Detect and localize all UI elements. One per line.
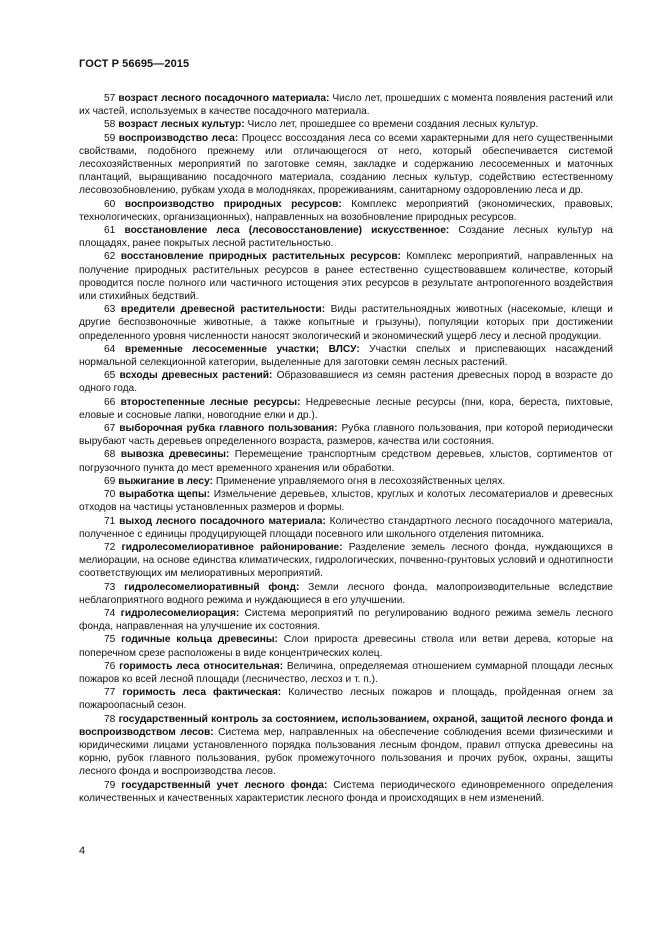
term-definition: Разделение земель лесного фонда, нуждающихся в мелиорации, на основе единства климатических, гидрологических, почвенно-грунтовых условий и однотипности соответствующих им мелиоративных мероприятий. bbox=[79, 541, 614, 580]
term-number: 68 bbox=[104, 449, 116, 461]
term-number: 76 bbox=[104, 660, 116, 672]
term-entry bbox=[79, 224, 613, 250]
term-number: 67 bbox=[104, 423, 116, 435]
term-number: 77 bbox=[104, 687, 116, 699]
term-definition: Система периодического единовременного определения количественных и качественных характеристик лесного фонда и происходящих в нем изменений. bbox=[79, 779, 613, 804]
term-entry bbox=[79, 250, 613, 303]
term-entry bbox=[79, 686, 613, 712]
term-title: выход лесного посадочного материала: bbox=[119, 515, 326, 527]
term-number: 75 bbox=[104, 634, 116, 646]
term-entry bbox=[79, 713, 613, 779]
term-number: 64 bbox=[104, 343, 116, 355]
term-definition: Число лет, прошедших с момента появления растений или их частей, используемых в качестве посадочного материала. bbox=[79, 93, 613, 118]
term-title: восстановление природных растительных ресурсов: bbox=[120, 251, 401, 263]
terms-list bbox=[79, 92, 613, 805]
term-entry bbox=[79, 633, 613, 659]
term-number: 79 bbox=[104, 779, 116, 791]
term-entry bbox=[79, 541, 613, 581]
term-number: 71 bbox=[104, 515, 116, 527]
term-definition: Комплекс мероприятий (экономических, правовых, технологических, организационных), направленных на возобновление природных ресурсов. bbox=[79, 198, 613, 223]
term-title: горимость леса фактическая: bbox=[122, 687, 282, 699]
term-entry bbox=[79, 198, 613, 224]
term-number: 65 bbox=[104, 370, 116, 382]
term-title: временные лесосеменные участки; ВЛСУ: bbox=[124, 343, 360, 355]
term-definition: Рубка главного пользования, при которой периодически вырубают часть деревьев определенного возраста, размеров, качества или состояния. bbox=[79, 423, 613, 448]
term-definition: Недревесные лесные ресурсы (пни, кора, береста, пихтовые, еловые и сосновые лапки, новогодние елки и др.). bbox=[79, 396, 613, 421]
term-entry bbox=[79, 422, 613, 448]
term-number: 72 bbox=[104, 541, 116, 553]
term-entry bbox=[79, 515, 613, 541]
term-title: вывозка древесины: bbox=[120, 449, 230, 461]
term-definition: Комплекс мероприятий, направленных на получение природных растительных ресурсов в ранее естественно существовавшем количестве, который проводится после полного или частичного истощения этих ресурсов в результате антропогенного воздействия или стихийных бедствий. bbox=[79, 251, 614, 303]
term-title: второстепенные лесные ресурсы: bbox=[120, 396, 301, 408]
term-title: воспроизводство природных ресурсов: bbox=[124, 198, 342, 210]
term-entry bbox=[79, 581, 613, 607]
term-entry bbox=[79, 779, 613, 805]
term-definition: Создание лесных культур на площадях, ранее покрытых лесной растительностью. bbox=[79, 225, 613, 250]
term-title: государственный учет лесного фонда: bbox=[121, 779, 328, 791]
document-header: ГОСТ Р 56695—2015 bbox=[79, 58, 190, 70]
term-title: возраст лесных культур: bbox=[118, 119, 245, 131]
term-entry bbox=[79, 303, 613, 343]
term-number: 60 bbox=[104, 198, 116, 210]
term-title: гидролесомелиоративный фонд: bbox=[124, 581, 300, 593]
term-title: государственный контроль за состоянием, использованием, охраной, защитой лесного фонда и воспроизводством лесов: bbox=[79, 713, 613, 738]
term-number: 78 bbox=[104, 713, 116, 725]
term-definition: Перемещение транспортным средством деревьев, хлыстов, сортиментов от погрузочного пункта до мест временного хранения или обработки. bbox=[79, 449, 613, 474]
term-title: выборочная рубка главного пользования: bbox=[119, 423, 338, 435]
term-definition: Система мероприятий по регулированию водного режима земель лесного фонда, направленная на улучшение их состояния. bbox=[79, 607, 613, 633]
term-definition: Виды растительноядных животных (насекомые, клещи и другие беспозвоночные животные, а также копытные и грызуны), популяции которых при достижении определенного уровня численности наносят экологический и экономический ущерб лесу и лесной продукции. bbox=[79, 304, 613, 342]
term-number: 58 bbox=[104, 119, 116, 131]
term-number: 70 bbox=[104, 489, 116, 501]
term-definition: Число лет, прошедшее со времени создания лесных культур. bbox=[247, 119, 539, 131]
term-title: гидролесомелиоративное районирование: bbox=[121, 541, 343, 553]
term-title: выработка щепы: bbox=[119, 489, 211, 501]
term-title: годичные кольца древесины: bbox=[121, 634, 278, 646]
term-definition: Количество лесных пожаров и площадь, пройденная огнем за пожароопасный сезон. bbox=[79, 687, 614, 712]
term-entry bbox=[79, 92, 613, 118]
term-title: вредители древесной растительности: bbox=[120, 304, 326, 316]
term-number: 61 bbox=[104, 225, 116, 237]
term-entry bbox=[79, 343, 613, 369]
term-title: воспроизводство леса: bbox=[118, 132, 239, 144]
term-entry bbox=[79, 488, 613, 514]
term-definition: Образовавшиеся из семян растения древесных пород в возрасте до одного года. bbox=[79, 370, 613, 395]
term-definition: Система мер, направленных на обеспечение соблюдения всеми физическими и юридическими лицами установленного порядка пользования лесным фондом, правил отпуска древесины на корню, рубок главного пользования, рубок промежуточного пользования и прочих рубок, охраны, защиты лесного фонда и воспроизводства лесов. bbox=[79, 726, 613, 778]
term-definition: Величина, определяемая отношением суммарной площади лесных пожаров ко всей лесной площади (лесничество, лесхоз и т. п.). bbox=[79, 660, 613, 685]
term-entry bbox=[79, 448, 613, 474]
term-number: 63 bbox=[104, 304, 116, 316]
term-definition: Слои прироста древесины ствола или ветви дерева, которые на поперечном срезе расположены в виде концентрических колец. bbox=[79, 634, 613, 659]
term-number: 62 bbox=[104, 251, 116, 263]
term-entry bbox=[79, 475, 613, 488]
term-entry bbox=[79, 607, 613, 633]
term-title: горимость леса относительная: bbox=[119, 660, 284, 672]
term-number: 57 bbox=[104, 93, 116, 104]
term-entry bbox=[79, 132, 613, 198]
term-number: 73 bbox=[104, 581, 116, 593]
term-number: 59 bbox=[104, 132, 116, 144]
term-number: 74 bbox=[104, 607, 116, 619]
page-number: 4 bbox=[79, 845, 86, 857]
term-title: выжигание в лесу: bbox=[118, 475, 214, 487]
term-entry bbox=[79, 660, 613, 686]
term-entry bbox=[79, 118, 613, 131]
term-title: восстановление леса (лесовосстановление) искусственное: bbox=[124, 225, 450, 237]
term-definition: Земли лесного фонда, малопроизводительные вследствие неблагоприятного водного режима и нуждающиеся в его улучшении. bbox=[79, 581, 613, 606]
term-title: всходы древесных растений: bbox=[119, 370, 273, 382]
term-entry bbox=[79, 396, 613, 422]
term-definition: Измельчение деревьев, хлыстов, круглых и колотых лесоматериалов и древесных отходов на частицы установленных размеров и формы. bbox=[79, 489, 613, 514]
term-definition: Процесс воссоздания леса со всеми характерными для него существенными свойствами, подобного прежнему или отличающегося от него, который обеспечивается системой лесохозяйственных мероприятий по заготовке семян, закладке и содержанию лесосеменных и маточных плантаций, выращиванию посадочного материала, созданию лесных культур, содействию естественному лесовозобновлению, рубкам ухода в молодняках, прореживаниям, санитарному оздоровлению леса и др. bbox=[79, 132, 613, 197]
term-entry bbox=[79, 369, 613, 395]
term-number: 66 bbox=[104, 396, 116, 408]
term-definition: Количество стандартного лесного посадочного материала, полученное с единицы продуцирующей площади посевного или школьного отделения питомника. bbox=[79, 515, 613, 540]
term-title: возраст лесного посадочного материала: bbox=[118, 93, 330, 104]
term-definition: Участки спелых и приспевающих насаждений нормальной селекционной категории, выделенные для заготовки семян лесных растений. bbox=[79, 343, 613, 369]
term-definition: Применение управляемого огня в лесохозяйственных целях. bbox=[215, 475, 506, 487]
term-number: 69 bbox=[104, 475, 116, 487]
term-title: гидролесомелиорация: bbox=[120, 607, 240, 619]
